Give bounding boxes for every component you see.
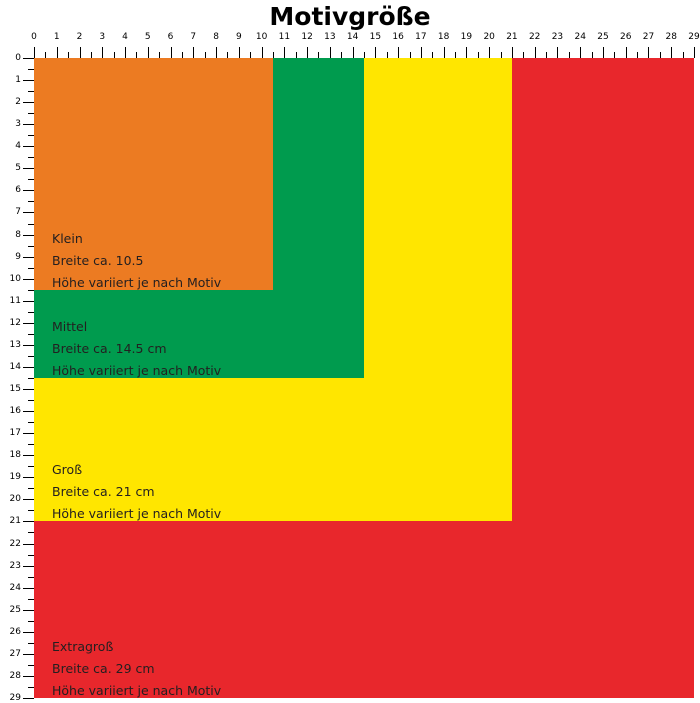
x-tick-major (535, 47, 536, 58)
y-tick-label: 3 (15, 119, 21, 130)
y-tick-major (23, 168, 34, 169)
x-tick-label: 17 (415, 32, 427, 42)
y-tick-major (23, 521, 34, 522)
size-caption-extragross (52, 640, 221, 697)
size-width-gross: Breite ca. 21 cm (52, 484, 155, 500)
x-tick-label: 28 (665, 32, 677, 42)
x-tick-label: 15 (369, 32, 382, 42)
size-name-extragross: Extragroß (52, 639, 114, 654)
y-tick-label: 24 (9, 582, 21, 593)
y-tick-major (23, 411, 34, 412)
y-tick-label: 8 (15, 229, 21, 240)
y-tick-label: 13 (9, 339, 21, 350)
y-tick-label: 28 (9, 670, 21, 681)
x-tick-major (375, 47, 376, 58)
x-tick-major (353, 47, 354, 58)
x-tick-major (330, 47, 331, 58)
x-tick-major (171, 47, 172, 58)
y-tick-major (23, 345, 34, 346)
y-tick-major (23, 102, 34, 103)
y-tick-label: 19 (9, 472, 21, 483)
size-width-mittel: Breite ca. 14.5 cm (52, 341, 167, 356)
x-tick-major (626, 47, 627, 58)
x-tick-major (216, 47, 217, 58)
size-caption-gross (52, 463, 221, 520)
size-height-extragross: Höhe variiert je nach Motiv (52, 683, 222, 698)
y-tick-major (23, 124, 34, 125)
x-tick-major (489, 47, 490, 58)
x-tick-label: 16 (392, 32, 404, 42)
size-width-extragross: Breite ca. 29 cm (52, 661, 155, 676)
x-tick-label: 21 (506, 32, 518, 42)
x-tick-major (284, 47, 285, 58)
x-tick-label: 9 (235, 32, 242, 42)
y-tick-label: 29 (9, 693, 21, 703)
x-tick-major (57, 47, 58, 58)
y-tick-major (23, 654, 34, 655)
y-tick-major (23, 499, 34, 500)
y-tick-major (23, 190, 34, 191)
y-tick-major (23, 367, 34, 368)
size-caption-mittel (52, 320, 221, 377)
x-tick-label: 20 (483, 32, 495, 42)
x-tick-major (444, 47, 445, 58)
x-tick-label: 27 (642, 32, 655, 42)
y-tick-label: 16 (9, 406, 21, 417)
x-tick-label: 1 (53, 32, 60, 42)
x-tick-major (102, 47, 103, 58)
y-tick-major (23, 235, 34, 236)
y-tick-major (23, 301, 34, 302)
x-tick-major (648, 47, 649, 58)
y-tick-label: 5 (15, 163, 21, 174)
x-tick-major (262, 47, 263, 58)
horizontal-ruler (31, 32, 700, 58)
size-name-mittel: Mittel (52, 319, 88, 334)
x-tick-label: 3 (99, 32, 106, 42)
y-tick-major (23, 588, 34, 589)
x-tick-label: 14 (346, 32, 359, 42)
x-tick-major (580, 47, 581, 58)
y-tick-label: 20 (9, 494, 21, 505)
x-tick-major (603, 47, 604, 58)
size-name-gross: Groß (52, 462, 83, 478)
size-width-klein: Breite ca. 10.5 (52, 252, 144, 268)
y-tick-major (23, 698, 34, 699)
y-tick-label: 4 (15, 141, 21, 152)
x-tick-label: 19 (460, 32, 473, 42)
x-tick-major (239, 47, 240, 58)
y-tick-label: 10 (9, 273, 21, 284)
x-tick-label: 5 (144, 32, 151, 42)
y-tick-major (23, 212, 34, 213)
y-tick-label: 14 (9, 361, 21, 372)
x-tick-major (421, 47, 422, 58)
size-name-klein: Klein (52, 230, 83, 246)
y-tick-label: 1 (15, 75, 21, 86)
x-tick-label: 18 (437, 32, 450, 42)
x-tick-major (398, 47, 399, 58)
x-tick-label: 10 (255, 32, 268, 42)
y-tick-major (23, 610, 34, 611)
x-tick-label: 12 (301, 32, 313, 42)
x-tick-label: 25 (597, 32, 609, 42)
x-tick-major (466, 47, 467, 58)
vertical-ruler (8, 53, 34, 703)
x-tick-label: 13 (324, 32, 336, 42)
y-tick-major (23, 58, 34, 59)
y-tick-label: 21 (9, 516, 21, 527)
x-tick-major (80, 47, 81, 58)
x-tick-label: 2 (76, 32, 83, 42)
y-tick-label: 7 (15, 207, 21, 218)
y-tick-label: 27 (9, 648, 21, 659)
x-tick-label: 7 (190, 32, 197, 42)
x-tick-major (307, 47, 308, 58)
y-tick-label: 15 (9, 384, 21, 395)
y-tick-label: 11 (9, 295, 21, 306)
y-tick-label: 17 (9, 428, 21, 439)
y-tick-label: 23 (9, 560, 21, 571)
y-tick-major (23, 455, 34, 456)
y-tick-major (23, 257, 34, 258)
x-tick-major (671, 47, 672, 58)
y-tick-label: 26 (9, 626, 21, 637)
y-tick-major (23, 433, 34, 434)
size-height-gross: Höhe variiert je nach Motiv (52, 506, 222, 522)
y-tick-label: 6 (15, 185, 21, 196)
x-tick-label: 22 (528, 32, 541, 42)
x-tick-label: 11 (278, 32, 291, 42)
x-tick-label: 26 (619, 32, 632, 42)
y-tick-label: 18 (9, 450, 21, 461)
x-tick-major (148, 47, 149, 58)
y-tick-label: 25 (9, 604, 21, 615)
y-tick-label: 12 (9, 317, 21, 328)
x-tick-major (512, 47, 513, 58)
size-height-klein: Höhe variiert je nach Motiv (52, 274, 222, 290)
y-tick-major (23, 323, 34, 324)
y-tick-major (23, 389, 34, 390)
y-tick-major (23, 544, 34, 545)
y-tick-major (23, 80, 34, 81)
y-tick-label: 9 (15, 251, 21, 262)
y-tick-major (23, 146, 34, 147)
x-tick-label: 24 (574, 32, 586, 42)
x-tick-major (125, 47, 126, 58)
x-tick-major (694, 47, 695, 58)
x-tick-label: 6 (167, 32, 174, 42)
size-caption-klein (52, 232, 221, 289)
x-tick-label: 8 (213, 32, 219, 42)
y-tick-major (23, 477, 34, 478)
size-blocks-area (34, 58, 694, 698)
y-tick-label: 22 (9, 538, 21, 549)
y-tick-major (23, 632, 34, 633)
page-title: Motivgröße (269, 2, 431, 31)
x-tick-major (34, 47, 35, 58)
y-tick-label: 0 (15, 53, 21, 63)
y-tick-major (23, 566, 34, 567)
x-tick-label: 29 (688, 32, 700, 42)
x-tick-major (557, 47, 558, 58)
x-tick-label: 4 (122, 32, 128, 42)
y-tick-major (23, 279, 34, 280)
x-tick-label: 23 (551, 32, 564, 42)
y-tick-label: 2 (15, 97, 21, 108)
x-tick-major (193, 47, 194, 58)
y-tick-major (23, 676, 34, 677)
x-tick-label: 0 (31, 32, 37, 42)
size-height-mittel: Höhe variiert je nach Motiv (52, 363, 222, 378)
